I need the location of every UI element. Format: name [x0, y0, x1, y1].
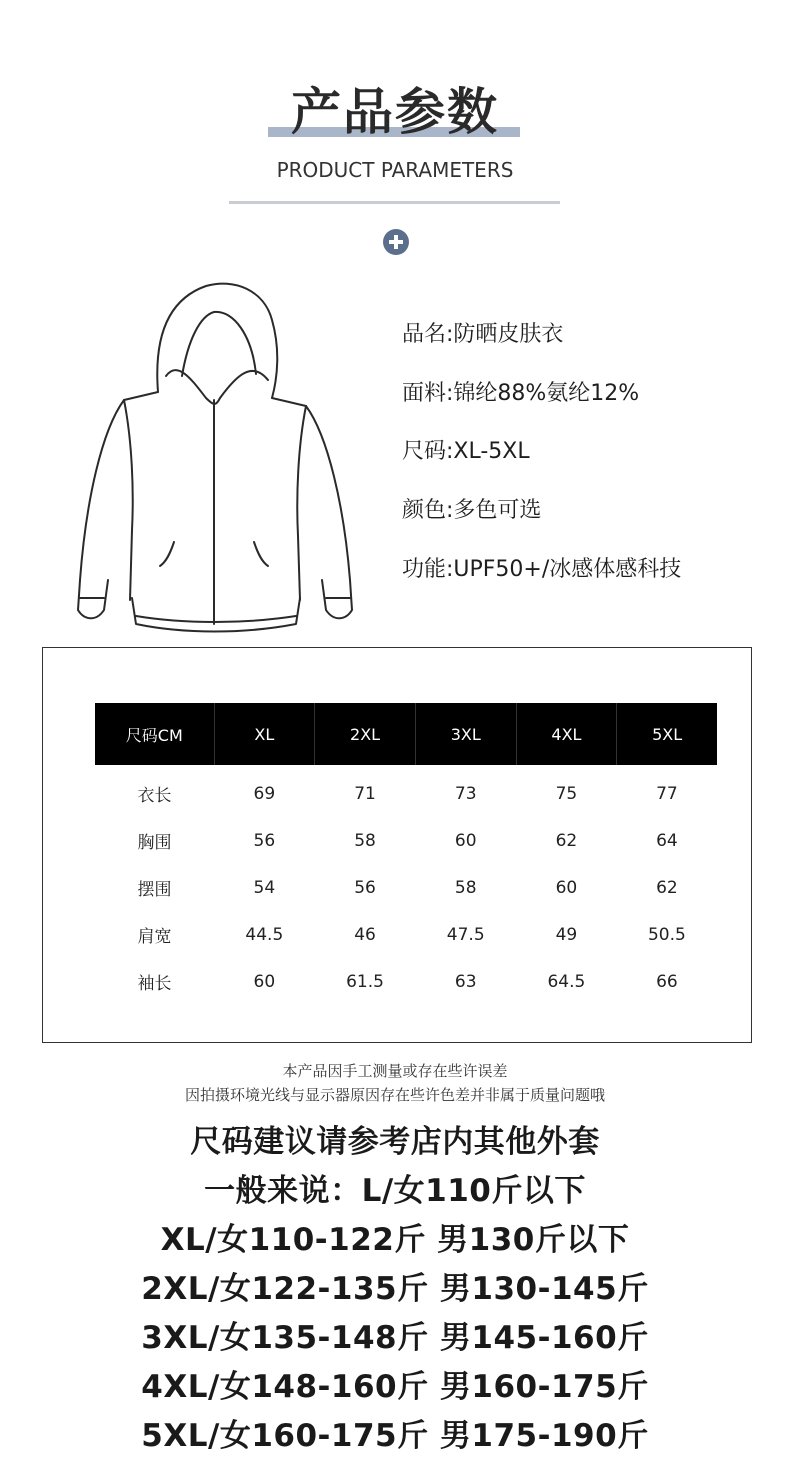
row-label: 肩宽: [137, 927, 172, 947]
header-cell: 2XL: [315, 703, 416, 765]
table-cell: 64: [656, 830, 678, 851]
table-cell: 69: [253, 783, 276, 804]
recommend-line: 2XL/女122-135斤 男130-145斤: [141, 1271, 649, 1307]
table-cell: 77: [656, 783, 678, 804]
recommend-line: 一般来说：L/女110斤以下: [204, 1173, 586, 1209]
table-cell: 58: [354, 830, 376, 851]
size-table-box: [42, 647, 752, 1043]
table-cell: 64.5: [547, 971, 586, 992]
row-label: 摆围: [137, 880, 172, 900]
table-cell: 61.5: [346, 971, 384, 992]
info-size: 尺码:XL-5XL: [402, 439, 530, 464]
row-label: 袖长: [137, 974, 172, 994]
header-cell: 4XL: [516, 703, 617, 765]
info-function: 功能:UPF50+/冰感体感科技: [402, 557, 682, 582]
table-cell: 62: [555, 830, 578, 851]
table-row: [95, 958, 717, 1005]
table-cell: 75: [555, 783, 578, 804]
row-label: 衣长: [137, 786, 172, 806]
row-label: 胸围: [137, 833, 172, 853]
recommend-line: 4XL/女148-160斤 男160-175斤: [141, 1369, 649, 1405]
table-cell: 58: [454, 877, 477, 898]
table-header-row: [95, 703, 717, 765]
table-cell: 63: [454, 971, 477, 992]
info-product-name: 品名:防晒皮肤衣: [402, 322, 564, 347]
table-cell: 50.5: [647, 924, 686, 945]
header-cell: XL: [214, 703, 315, 765]
table-row: [95, 817, 717, 864]
info-color: 颜色:多色可选: [402, 498, 542, 523]
table-cell: 47.5: [446, 924, 485, 945]
table-cell: 71: [354, 783, 376, 804]
recommend-line: 尺码建议请参考店内其他外套: [190, 1124, 600, 1160]
header-cell: 3XL: [415, 703, 516, 765]
table-cell: 46: [354, 924, 376, 945]
note-color-difference: 因拍摄环境光线与显示器原因存在些许色差并非属于质量问题哦: [184, 1086, 605, 1104]
table-row: [95, 765, 717, 817]
recommend-line: 5XL/女160-175斤 男175-190斤: [141, 1418, 649, 1454]
table-cell: 49: [555, 924, 578, 945]
table-cell: 60: [253, 971, 276, 992]
recommend-line: XL/女110-122斤 男130斤以下: [160, 1222, 630, 1258]
header-cell: 尺码CM: [95, 703, 214, 765]
page-subtitle: PRODUCT PARAMETERS: [276, 158, 514, 182]
table-cell: 66: [656, 971, 678, 992]
table-cell: 44.5: [245, 924, 284, 945]
note-measurement: 本产品因手工测量或存在些许误差: [282, 1062, 508, 1080]
divider: [229, 201, 560, 204]
table-cell: 60: [454, 830, 477, 851]
page-title: 产品参数: [291, 83, 499, 141]
table-cell: 62: [656, 877, 678, 898]
table-cell: 73: [454, 783, 477, 804]
table-cell: 60: [555, 877, 578, 898]
hoodie-sketch-icon: [74, 280, 356, 636]
table-cell: 54: [253, 877, 276, 898]
table-row: [95, 864, 717, 911]
recommend-line: 3XL/女135-148斤 男145-160斤: [141, 1320, 649, 1356]
header-cell: 5XL: [617, 703, 717, 765]
size-table: [95, 703, 717, 1005]
info-fabric: 面料:锦纶88%氨纶12%: [402, 381, 640, 406]
table-cell: 56: [253, 830, 276, 851]
plus-icon: [383, 229, 409, 255]
table-row: [95, 911, 717, 958]
table-cell: 56: [354, 877, 376, 898]
